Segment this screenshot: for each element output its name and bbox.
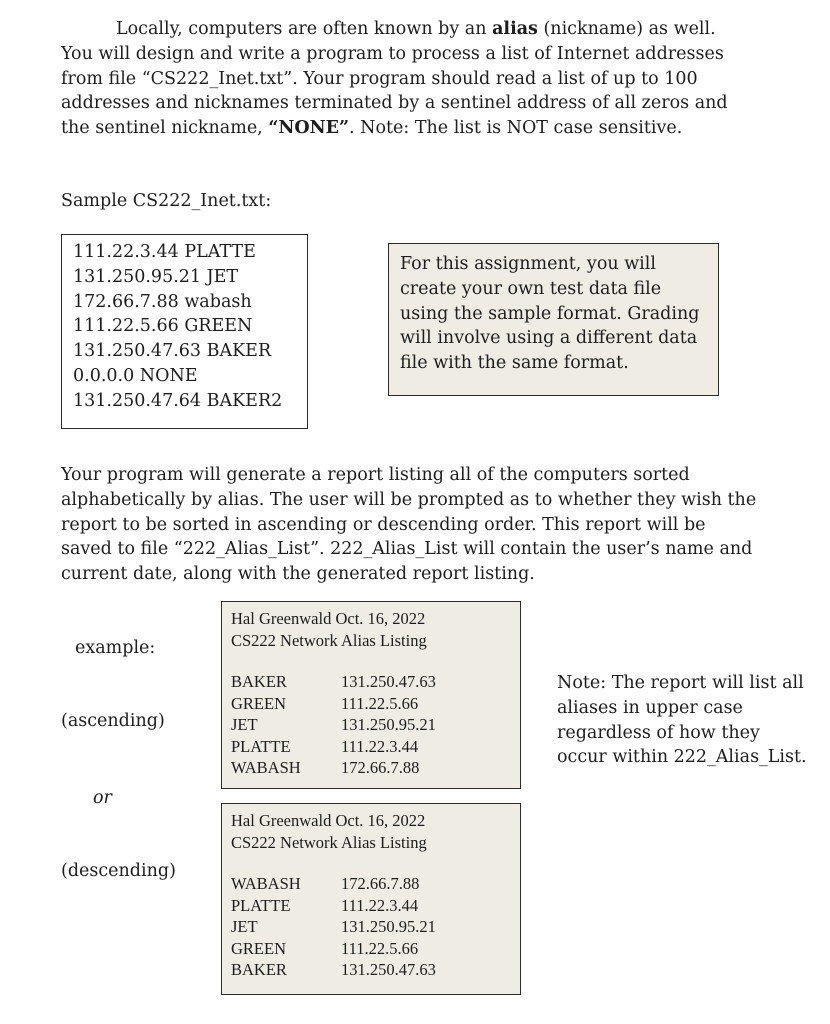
example-label: example: xyxy=(75,638,156,658)
report-alias: GREEN xyxy=(231,693,286,713)
upper-case-note: Note: The report will list all aliases in upper case regardless of how they occur within 222_Alias_List. xyxy=(557,673,807,768)
report-row xyxy=(231,736,520,758)
report-alias: BAKER xyxy=(231,960,287,979)
report-row xyxy=(231,873,520,895)
report-header-title: CS222 Network Alias Listing xyxy=(231,631,427,650)
intro-text-3: . Note: The list is NOT case sensitive. xyxy=(349,118,683,139)
report-alias: PLATTE xyxy=(231,736,291,756)
report-alias: JET xyxy=(231,917,258,936)
report-row xyxy=(231,895,520,917)
report-row xyxy=(231,938,520,960)
report-header-name-date: Hal Greenwald Oct. 16, 2022 xyxy=(231,609,426,628)
report-ip: 111.22.3.44 xyxy=(341,736,419,756)
report-text-2: 222_Alias_List will contain the user’s name and current date, along with the generated report listing. xyxy=(61,539,753,585)
report-ip: 131.250.47.63 xyxy=(341,960,436,979)
sample-line: 131.250.47.63 BAKER xyxy=(73,341,272,362)
ascending-report-box xyxy=(221,601,521,789)
report-alias: JET xyxy=(231,715,258,734)
report-alias: WABASH xyxy=(231,874,301,893)
report-row xyxy=(231,693,520,715)
report-alias: GREEN xyxy=(231,938,286,958)
assignment-note-box: For this assignment, you will create your own test data file using the sample format. Grading will involve using a different data file with the same format. xyxy=(388,243,719,396)
report-row xyxy=(231,671,520,693)
intro-text-2: (nickname) as well. You will design and write a program to process a list of Internet addresses from file “CS222_Inet.txt”. Your program should read a list of up to 100 addresses and nicknames terminated by a sentinel address of all zeros and the sentinel nickname, xyxy=(61,19,728,139)
sample-line: 172.66.7.88 wabash xyxy=(73,291,252,312)
intro-text-1: Locally, computers are often known by an xyxy=(116,19,493,39)
alias-word: alias xyxy=(492,19,538,39)
report-alias: BAKER xyxy=(231,672,287,691)
sample-line: 131.250.95.21 JET xyxy=(73,266,239,287)
report-text-1: Your program will generate a report listing all of the computers sorted alphabetically by alias. The user will be prompted as to whether they wish the report to be sorted in ascending or descending order. This report will be saved to file “222_Alias_List”. xyxy=(61,465,757,560)
report-row xyxy=(231,959,520,981)
sample-heading: Sample CS222_Inet.txt: xyxy=(61,191,272,211)
ascending-label: (ascending) xyxy=(61,711,165,731)
report-paragraph xyxy=(61,463,761,587)
intro-paragraph xyxy=(61,17,741,141)
report-header-name-date: Hal Greenwald Oct. 16, 2022 xyxy=(231,811,426,830)
or-label: or xyxy=(93,788,112,808)
report-row xyxy=(231,916,520,938)
report-ip: 131.250.95.21 xyxy=(341,917,436,936)
sample-line: 131.250.47.64 BAKER2 xyxy=(73,390,283,411)
report-ip: 111.22.5.66 xyxy=(341,938,419,958)
descending-label: (descending) xyxy=(61,861,176,881)
report-header-title: CS222 Network Alias Listing xyxy=(231,833,427,852)
sample-line: 111.22.5.66 GREEN xyxy=(73,316,253,337)
report-row xyxy=(231,757,520,779)
sample-line: 0.0.0.0 NONE xyxy=(73,365,198,386)
sample-line: 111.22.3.44 PLATTE xyxy=(73,242,256,262)
report-ip: 111.22.5.66 xyxy=(341,693,419,713)
sample-file-box xyxy=(61,234,308,429)
report-alias: PLATTE xyxy=(231,895,291,915)
none-word: “NONE” xyxy=(268,118,350,139)
report-ip: 131.250.47.63 xyxy=(341,672,436,691)
report-alias: WABASH xyxy=(231,758,301,777)
report-ip: 172.66.7.88 xyxy=(341,874,420,893)
report-ip: 131.250.95.21 xyxy=(341,715,436,734)
report-row xyxy=(231,714,520,736)
report-ip: 111.22.3.44 xyxy=(341,895,419,915)
report-ip: 172.66.7.88 xyxy=(341,758,420,777)
descending-report-box xyxy=(221,803,521,995)
